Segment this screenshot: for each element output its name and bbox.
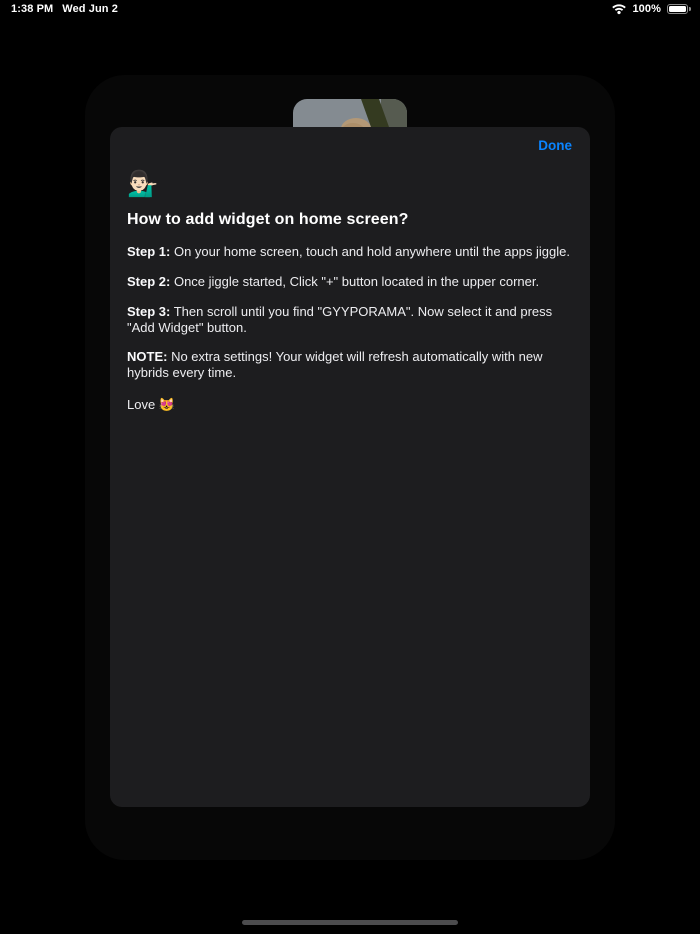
paragraph-text: No extra settings! Your widget will refresh automatically with new hybrids every time. (127, 349, 543, 381)
status-time: 1:38 PM (11, 2, 54, 15)
paragraph-lead: NOTE: (127, 349, 168, 365)
home-indicator[interactable] (242, 920, 458, 925)
sheet-title: How to add widget on home screen? (127, 211, 409, 228)
sheet-content (110, 127, 590, 413)
battery-full-icon (667, 4, 691, 14)
tipping-hand-man-emoji: 💁🏻‍♂️ (127, 170, 159, 198)
instruction-paragraph (127, 274, 573, 290)
instruction-paragraphs (127, 244, 573, 381)
instructions-modal-sheet (110, 127, 590, 807)
instruction-paragraph (127, 244, 573, 260)
done-button[interactable]: Done (538, 138, 572, 153)
paragraph-text: Then scroll until you find "GYYPORAMA". Now select it and press "Add Widget" button. (127, 303, 553, 335)
paragraph-lead: Step 3: (127, 303, 171, 319)
background-photo-card-peek (293, 99, 407, 127)
status-date: Wed Jun 2 (62, 2, 118, 15)
status-bar-right (611, 3, 691, 15)
paragraph-lead: Step 2: (127, 273, 171, 289)
battery-percent: 100% (632, 2, 661, 15)
instruction-paragraph (127, 304, 573, 336)
paragraph-text: Once jiggle started, Click "+" button located in the upper corner. (170, 273, 540, 289)
status-bar-left (11, 3, 118, 15)
paragraph-text: On your home screen, touch and hold anywhere until the apps jiggle. (170, 244, 570, 259)
paragraph-lead: Step 1: (127, 244, 171, 259)
instruction-paragraph (127, 349, 573, 381)
status-bar (0, 0, 700, 17)
signoff-text: Love 😻 (127, 397, 175, 413)
wifi-icon (611, 3, 627, 15)
